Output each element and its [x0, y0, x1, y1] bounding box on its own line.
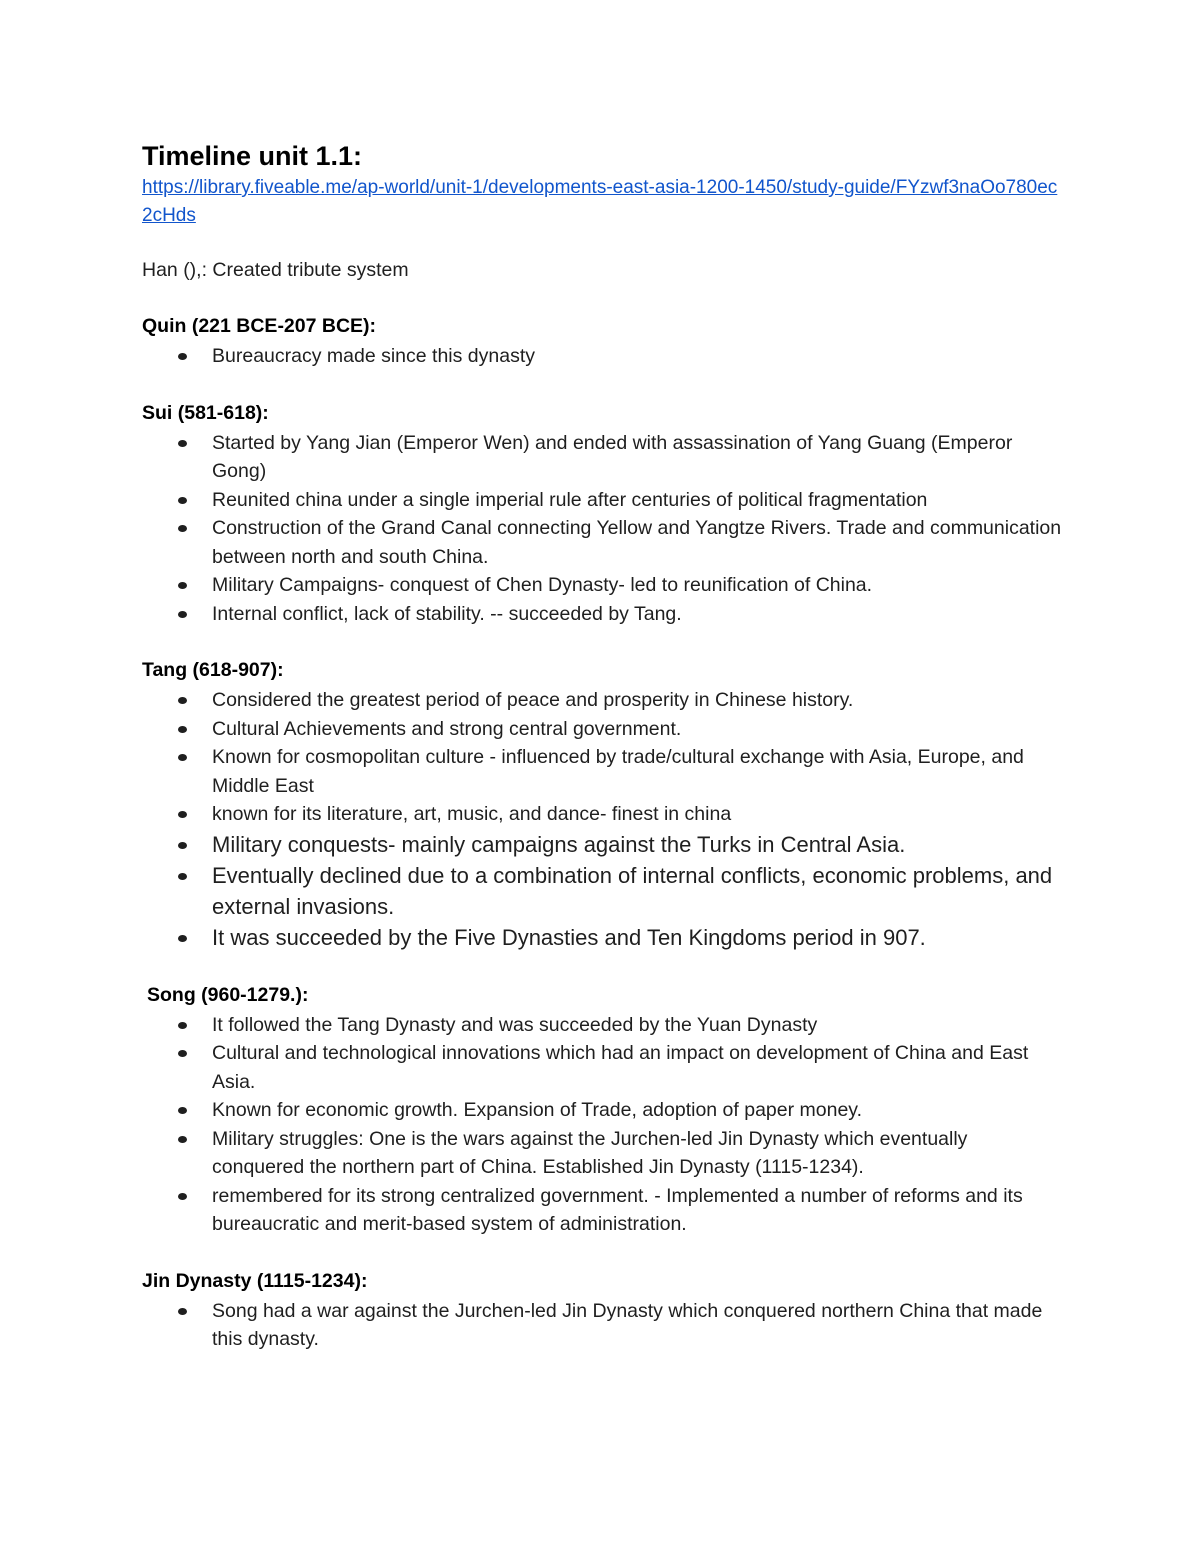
- list-item: Reunited china under a single imperial rule after centuries of political fragmentation: [142, 486, 1062, 515]
- list-item: Internal conflict, lack of stability. -- succeeded by Tang.: [142, 600, 1062, 629]
- list-item: Known for cosmopolitan culture - influenced by trade/cultural exchange with Asia, Europe, and Middle East: [142, 743, 1062, 800]
- section-heading-quin: Quin (221 BCE-207 BCE):: [142, 315, 377, 337]
- bullet-list-jin: [142, 1297, 1062, 1354]
- list-item: Military struggles: One is the wars against the Jurchen-led Jin Dynasty which eventually conquered the northern part of China. Established Jin Dynasty (1115-1234).: [142, 1125, 1062, 1182]
- list-item: known for its literature, art, music, and dance- finest in china: [142, 800, 1062, 829]
- list-item: Military Campaigns- conquest of Chen Dynasty- led to reunification of China.: [142, 571, 1062, 600]
- bullet-list-song: [142, 1011, 1062, 1239]
- list-item: remembered for its strong centralized government. - Implemented a number of reforms and its bureaucratic and merit-based system of administration.: [142, 1182, 1062, 1239]
- bullet-list-sui: [142, 429, 1062, 629]
- section-heading-jin: Jin Dynasty (1115-1234):: [142, 1269, 368, 1292]
- list-item: Known for economic growth. Expansion of Trade, adoption of paper money.: [142, 1096, 1062, 1125]
- list-item: Considered the greatest period of peace and prosperity in Chinese history.: [142, 686, 1062, 715]
- list-item: Construction of the Grand Canal connecting Yellow and Yangtze Rivers. Trade and communication between north and south China.: [142, 514, 1062, 571]
- section-heading-song: Song (960-1279.):: [147, 983, 309, 1006]
- section-heading-sui: Sui (581-618):: [142, 401, 269, 424]
- section-song: [142, 981, 1062, 1239]
- list-item: It followed the Tang Dynasty and was succeeded by the Yuan Dynasty: [142, 1011, 1062, 1040]
- list-item: Started by Yang Jian (Emperor Wen) and ended with assassination of Yang Guang (Emperor Gong): [142, 429, 1062, 486]
- document-page: [142, 138, 1062, 1354]
- section-tang: [142, 656, 1062, 953]
- section-sui: [142, 399, 1062, 629]
- han-note: Han (),: Created tribute system: [142, 259, 409, 281]
- bullet-list-quin: [142, 342, 1062, 371]
- section-jin: [142, 1267, 1062, 1354]
- bullet-list-tang: [142, 686, 1062, 953]
- list-item: Military conquests- mainly campaigns against the Turks in Central Asia.: [142, 829, 1062, 860]
- section-quin: [142, 312, 1062, 371]
- document-title: Timeline unit 1.1:: [142, 141, 363, 171]
- section-heading-tang: Tang (618-907):: [142, 659, 284, 681]
- list-item: Cultural and technological innovations which had an impact on development of China and East Asia.: [142, 1039, 1062, 1096]
- study-guide-link[interactable]: https://library.fiveable.me/ap-world/unit-1/developments-east-asia-1200-1450/study-guide/FYzwf3naOo780ec2cHds: [142, 177, 1058, 226]
- list-item: Cultural Achievements and strong central government.: [142, 715, 1062, 744]
- list-item: Eventually declined due to a combination of internal conflicts, economic problems, and external invasions.: [142, 860, 1062, 922]
- list-item: It was succeeded by the Five Dynasties and Ten Kingdoms period in 907.: [142, 922, 1062, 953]
- list-item: Bureaucracy made since this dynasty: [142, 342, 1062, 371]
- list-item: Song had a war against the Jurchen-led Jin Dynasty which conquered northern China that made this dynasty.: [142, 1297, 1062, 1354]
